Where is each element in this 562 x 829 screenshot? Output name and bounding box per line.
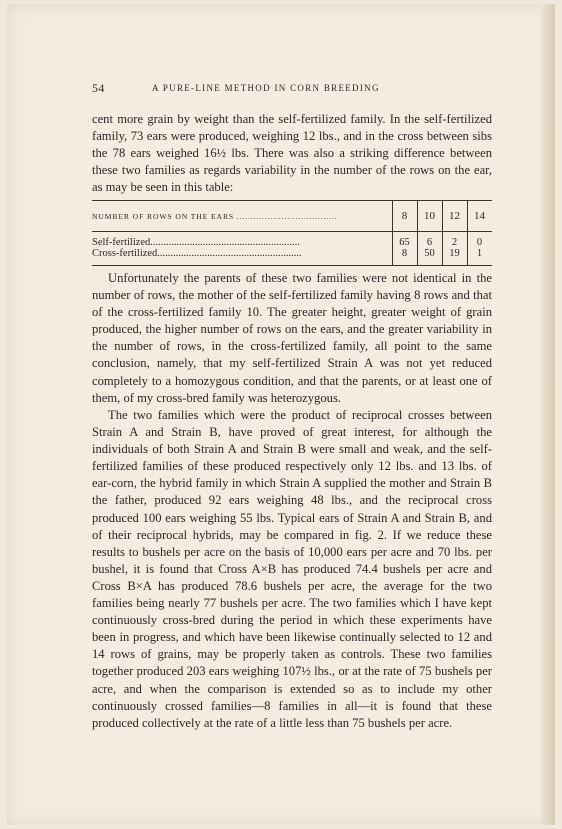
table-cell: 8 bbox=[401, 248, 408, 259]
table-header-label: NUMBER OF ROWS ON THE EARS .................................... bbox=[92, 212, 338, 221]
table-cell: 0 bbox=[476, 237, 483, 248]
table-cell: 1 bbox=[476, 248, 483, 259]
page-edge bbox=[541, 4, 555, 825]
paragraph-3: The two families which were the product of reciprocal crosses between Strain A and Strain B, have proved of great interest, for although the individuals of both Strain A and Strain B were small and weak, and the self-fertilized families of these produced respectively only 12 lbs. and 13 lbs. of ear-corn, the hybrid family in which Strain A supplied the mother and Strain B the father, produced 92 ears weighing 48 lbs., and the reciprocal cross produced 100 ears weighing 55 lbs. Typical ears of Strain A and Strain B, and of their reciprocal hybrids, may be compared in fig. 2. If we reduce these results to bushels per acre on the basis of 10,000 ears per acre and 70 lbs. per bushel, it is found that Cross A×B has produced 74.4 bushels per acre and Cross B×A has produced 78.6 bushels per acre, the average for the two families being nearly 77 bushels per acre. The two families which I have kept continuously cross-bred during the period in which these experiments have been in progress, and which have been likewise continually selected to 12 and 14 rows of grains, may be properly taken as controls. These two families together produced 203 ears weighing 107½ lbs., or at the rate of 75 bushels per acre, and when the comparison is extended so as to include my other continuously crossed families—8 families in all—it is found that these produced collectively at the rate of a little less than 75 bushels per acre. bbox=[92, 408, 492, 730]
page-number: 54 bbox=[92, 81, 105, 95]
table-cell: 50 bbox=[424, 248, 435, 259]
running-title: A PURE-LINE METHOD IN CORN BREEDING bbox=[152, 83, 380, 93]
column-header: 10 bbox=[424, 210, 435, 222]
paragraph-1: cent more grain by weight than the self-fertilized family. In the self-fertilized family, 73 ears were produced, weighing 12 lbs., and in the cross between sibs the 78 ears weighed 16½ lbs. There was also a striking difference between these two families as regards variability in the number of the rows on the ear, as may be seen in this table: bbox=[92, 112, 492, 195]
row-label-cross: Cross-fertilized....................................................... bbox=[92, 248, 302, 259]
column-header: 8 bbox=[401, 210, 408, 222]
table-cell: 19 bbox=[449, 248, 460, 259]
column-header: 12 bbox=[449, 210, 460, 222]
running-header bbox=[92, 81, 492, 97]
table-cell: 65 bbox=[399, 237, 410, 248]
column-header: 14 bbox=[474, 210, 485, 222]
rows-table bbox=[92, 200, 492, 266]
paragraph-2: Unfortunately the parents of these two families were not identical in the number of rows, the mother of the self-fertilized family having 8 rows and that of the cross-fertilized family 10. The greater height, greater weight of grain produced, the higher number of rows on the ears, and the greater variability in the number of rows, in the cross-fertilized family, all point to the same conclusion, namely, that my self-fertilized Strain A was not yet reduced completely to a homozygous condition, and that the parents, or at least one of them, of my cross-bred family was heterozygous. bbox=[92, 271, 492, 405]
table-cell: 6 bbox=[426, 237, 433, 248]
book-page bbox=[7, 4, 555, 825]
table-cell: 2 bbox=[451, 237, 458, 248]
table-header-rule bbox=[92, 231, 492, 232]
row-label-self: Self-fertilized......................................................... bbox=[92, 237, 300, 248]
table-bottom-rule bbox=[92, 265, 492, 266]
table-top-rule bbox=[92, 200, 492, 201]
